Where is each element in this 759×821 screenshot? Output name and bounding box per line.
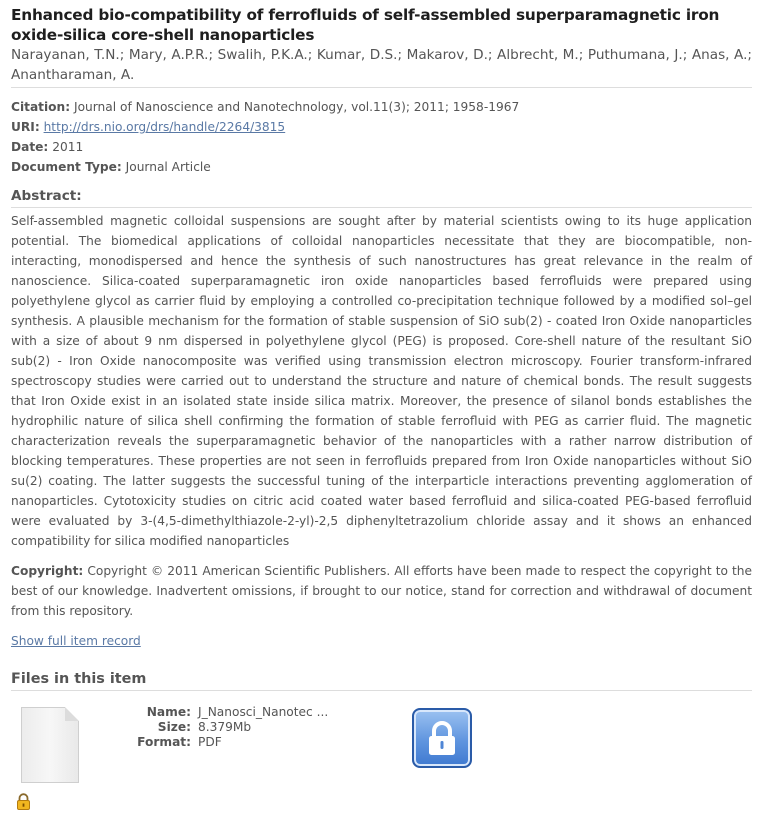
authors: Narayanan, T.N.; Mary, A.P.R.; Swalih, P.K.A.; Kumar, D.S.; Makarov, D.; Albrecht, M.; Puthumana, J.; Anas, A.; Anantharaman, A. (11, 45, 752, 88)
file-entry (11, 691, 752, 821)
uri-row (11, 117, 752, 137)
citation-row (11, 97, 752, 117)
file-info (121, 705, 328, 750)
file-size-value: 8.379Mb (198, 720, 252, 734)
date-label: Date: (11, 140, 49, 154)
metadata (11, 97, 752, 177)
doctype-value: Journal Article (125, 160, 211, 174)
page-title: Enhanced bio-compatibility of ferrofluids of self-assembled superparamagnetic iron oxide-silica core-shell nanoparticles (11, 6, 720, 44)
item-view (0, 5, 759, 821)
copyright (11, 561, 752, 621)
file-size-label: Size: (157, 720, 191, 734)
date-value: 2011 (52, 140, 84, 154)
files-heading: Files in this item (11, 669, 752, 691)
citation-label: Citation: (11, 100, 71, 114)
abstract-text: Self-assembled magnetic colloidal suspensions are sought after by material scientists owing to its huge application potential. The biomedical applications of colloidal nanoparticles necessitate that they are biocompatible, non-interacting, monodispersed and hence the synthesis of such nanostructures has great relevance in the realm of nanoscience. Silica-coated superparamagnetic iron oxide nanoparticles based ferrofluids were prepared using polyethylene glycol as carrier fluid by employing a controlled co-precipitation technique followed by a modified sol–gel synthesis. A plausible mechanism for the formation of stable suspension of SiO sub(2) - coated Iron Oxide nanoparticles with a size of about 9 nm dispersed in polyethylene glycol (PEG) is proposed. Core-shell nature of the resultant SiO sub(2) - Iron Oxide nanocomposite was verified using transmission electron microscopy. Fourier transform-infrared spectroscopy studies were carried out to understand the structure and nature of chemical bonds. The result suggests that Iron Oxide exist in an isolated state inside silica matrix. Moreover, the presence of silanol bonds establishes the hydrophilic nature of silica shell confirming the formation of stable ferrofluid with PEG as carrier fluid. The magnetic characterization reveals the superparamagnetic behavior of the nanoparticles with a rather narrow distribution of blocking temperatures. These properties are not seen in ferrofluids prepared from Iron Oxide nanoparticles without SiO su(2) coating. The latter suggests the successful tuning of the interparticle interactions preventing agglomeration of nanoparticles. Cytotoxicity studies on citric acid coated water based ferrofluid and silica-coated PEG-based ferrofluid were evaluated by 3-(4,5-dimethylthiazole-2-yl)-2,5 diphenyltetrazolium chloride assay and it shows an enhanced compatibility for silica modified nanoparticles (11, 214, 752, 548)
lock-button-icon[interactable] (412, 708, 472, 768)
file-format-value: PDF (198, 735, 222, 749)
file-format-label: Format: (137, 735, 191, 749)
date-row (11, 137, 752, 157)
copyright-label: Copyright: (11, 564, 84, 578)
file-name-value: J_Nanosci_Nanotec ... (198, 705, 329, 719)
file-size-row (121, 720, 328, 735)
abstract-heading: Abstract: (11, 187, 752, 208)
lock-glyph-icon (414, 710, 470, 766)
file-name-row (121, 705, 328, 720)
uri-label: URI: (11, 120, 40, 134)
file-format-row (121, 735, 328, 750)
show-full-record (11, 631, 752, 651)
uri-link[interactable]: http://drs.nio.org/drs/handle/2264/3815 (43, 120, 286, 134)
file-thumbnail-icon[interactable] (21, 707, 79, 783)
citation-value: Journal of Nanoscience and Nanotechnology, vol.11(3); 2011; 1958-1967 (73, 100, 520, 114)
doctype-row (11, 157, 752, 177)
padlock-icon (16, 793, 31, 810)
file-name-label: Name: (146, 705, 191, 719)
copyright-text: Copyright © 2011 American Scientific Publishers. All efforts have been made to respect the copyright to the best of our knowledge. Inadvertent omissions, if brought to our notice, stand for correction and withdrawal of document from this repository. (11, 564, 752, 618)
doctype-label: Document Type: (11, 160, 122, 174)
show-full-record-link[interactable]: Show full item record (11, 634, 141, 648)
